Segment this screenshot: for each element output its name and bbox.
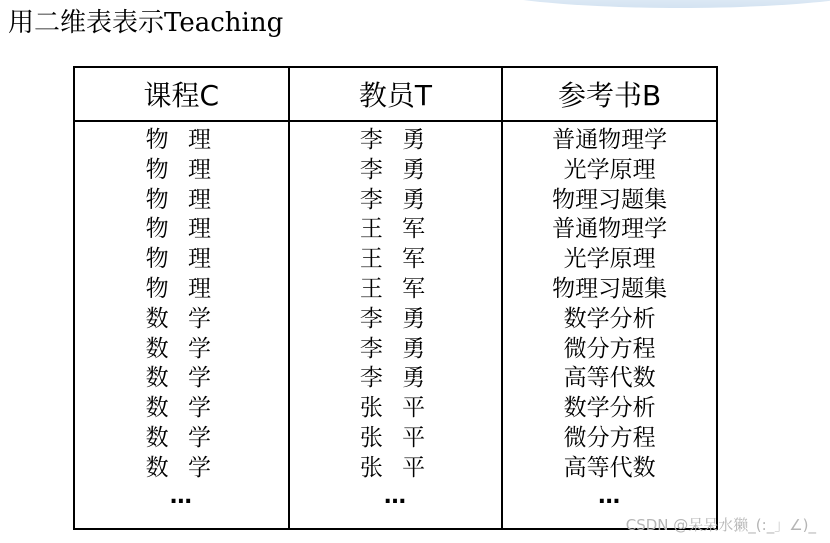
- teacher-cell: 王 军: [359, 275, 432, 302]
- course-cell: 物 理: [145, 246, 217, 273]
- book-cell: 高等代数: [563, 365, 656, 392]
- book-cell: 高等代数: [563, 454, 656, 481]
- header-book: 参考书B: [502, 68, 716, 121]
- teacher-cell: 张 平: [359, 395, 432, 422]
- teacher-cell: 李 勇: [359, 156, 432, 183]
- course-cell: 数 学: [145, 454, 217, 481]
- book-cell: 物理习题集: [552, 186, 668, 213]
- book-cells: [503, 122, 716, 510]
- teacher-cells: [290, 122, 502, 510]
- course-cell: 物 理: [145, 216, 217, 243]
- book-cell: 光学原理: [563, 246, 656, 273]
- teacher-cell: 李 勇: [359, 127, 432, 153]
- teacher-cell: 李 勇: [359, 186, 432, 213]
- course-cell: 物 理: [145, 275, 217, 302]
- book-cell: 微分方程: [563, 424, 656, 451]
- course-cell: 数 学: [145, 424, 217, 451]
- teacher-cell: 王 军: [359, 216, 432, 243]
- course-cell: 数 学: [145, 395, 217, 422]
- teacher-cell: 王 军: [359, 246, 432, 273]
- course-cell: 物 理: [145, 186, 217, 213]
- course-column: [75, 121, 289, 528]
- course-cell: 数 学: [145, 335, 217, 362]
- teacher-cell: 张 平: [359, 454, 432, 481]
- book-cell: 物理习题集: [552, 275, 668, 302]
- teacher-cell: 李 勇: [359, 335, 432, 362]
- header-teacher: 教员T: [289, 68, 503, 121]
- book-cell: 光学原理: [563, 156, 656, 183]
- course-cell: 物 理: [145, 156, 217, 183]
- course-cell: 数 学: [145, 305, 217, 332]
- header-row: [75, 68, 716, 121]
- course-cell: 物 理: [145, 127, 217, 153]
- teacher-ellipsis: …: [383, 483, 407, 509]
- book-ellipsis: …: [598, 483, 622, 509]
- book-cell: 微分方程: [563, 335, 656, 362]
- header-course: 课程C: [75, 68, 289, 121]
- book-cell: 普通物理学: [552, 127, 668, 153]
- teaching-table: [73, 66, 718, 530]
- page-title: 用二维表表示Teaching: [8, 8, 284, 38]
- book-cell: 普通物理学: [552, 216, 668, 243]
- book-cell: 数学分析: [563, 305, 656, 332]
- teacher-cell: 张 平: [359, 424, 432, 451]
- course-cells: [75, 122, 288, 510]
- book-column: [502, 121, 716, 528]
- table-body-row: [75, 121, 716, 528]
- teacher-cell: 李 勇: [359, 305, 432, 332]
- course-cell: 数 学: [145, 365, 217, 392]
- teacher-cell: 李 勇: [359, 365, 432, 392]
- book-cell: 数学分析: [563, 395, 656, 422]
- course-ellipsis: …: [169, 483, 193, 509]
- decorative-swoosh: [470, 0, 830, 8]
- watermark: CSDN @呆呆水獭_(:_」∠)_: [625, 516, 816, 534]
- teacher-column: [289, 121, 503, 528]
- relation-table: [75, 68, 716, 528]
